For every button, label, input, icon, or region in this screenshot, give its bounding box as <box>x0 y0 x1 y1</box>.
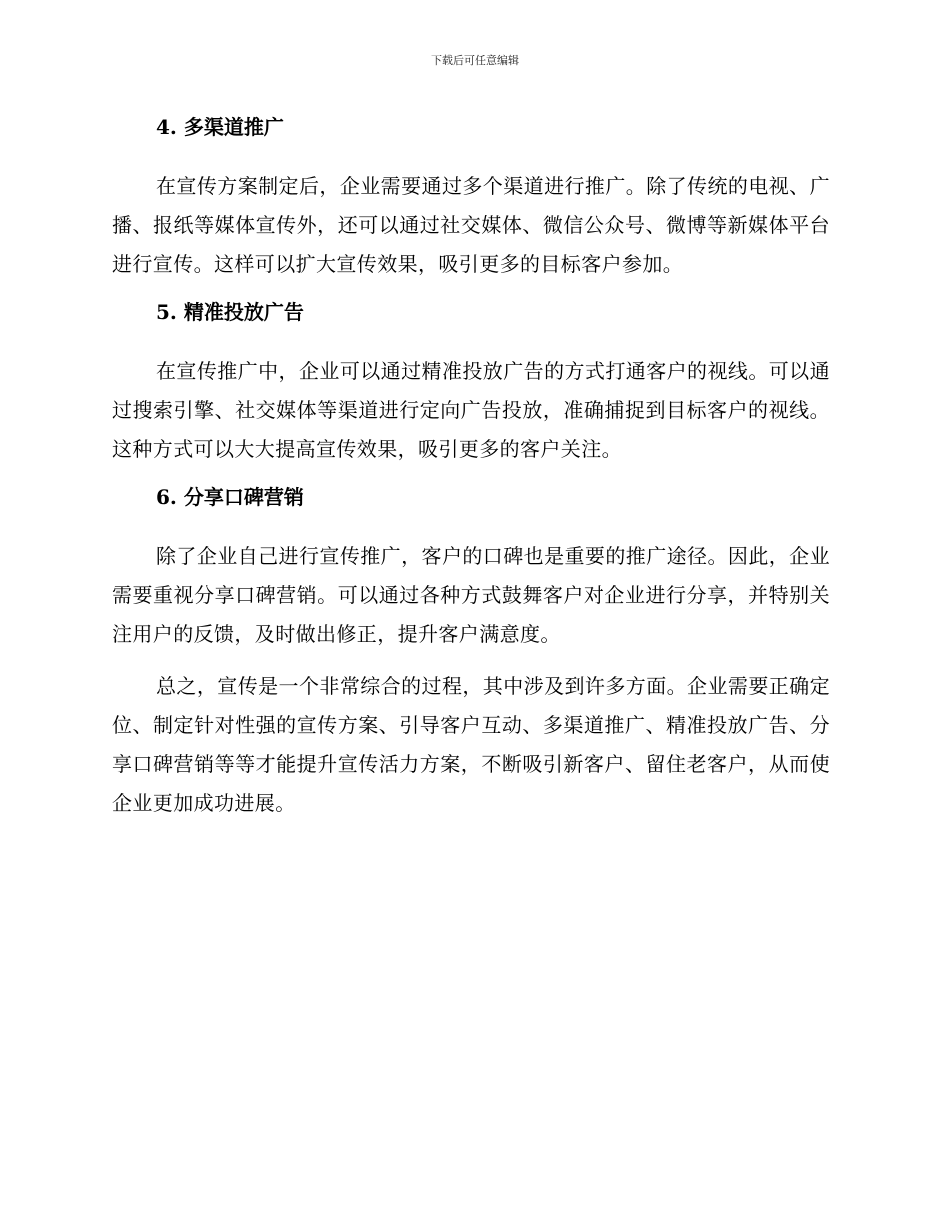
section-paragraph-4: 在宣传方案制定后，企业需要通过多个渠道进行推广。除了传统的电视、广播、报纸等媒体宣传外，还可以通过社交媒体、微信公众号、微博等新媒体平台进行宣传。这样可以扩大宣传效果，吸引更多的目标客户参加。 <box>112 174 830 276</box>
section-paragraph-5: 在宣传推广中，企业可以通过精准投放广告的方式打通客户的视线。可以通过搜索引擎、社交媒体等渠道进行定向广告投放，准确捕捉到目标客户的视线。这种方式可以大大提高宣传效果，吸引更多的客户关注。 <box>112 359 830 461</box>
section-paragraph-6: 除了企业自己进行宣传推广，客户的口碑也是重要的推广途径。因此，企业需要重视分享口碑营销。可以通过各种方式鼓舞客户对企业进行分享，并特别关注用户的反馈，及时做出修正，提升客户满意度。 <box>112 544 830 646</box>
section-heading-5: 5. 精准投放广告 <box>156 300 304 324</box>
document-body <box>112 112 830 823</box>
page-header: 下载后可任意编辑 <box>431 54 519 67</box>
conclusion-paragraph: 总之，宣传是一个非常综合的过程，其中涉及到许多方面。企业需要正确定位、制定针对性强的宣传方案、引导客户互动、多渠道推广、精准投放广告、分享口碑营销等等才能提升宣传活力方案，不断吸引新客户、留住老客户，从而使企业更加成功进展。 <box>112 674 830 815</box>
section-heading-6: 6. 分享口碑营销 <box>156 485 304 509</box>
section-heading-4: 4. 多渠道推广 <box>156 115 284 139</box>
